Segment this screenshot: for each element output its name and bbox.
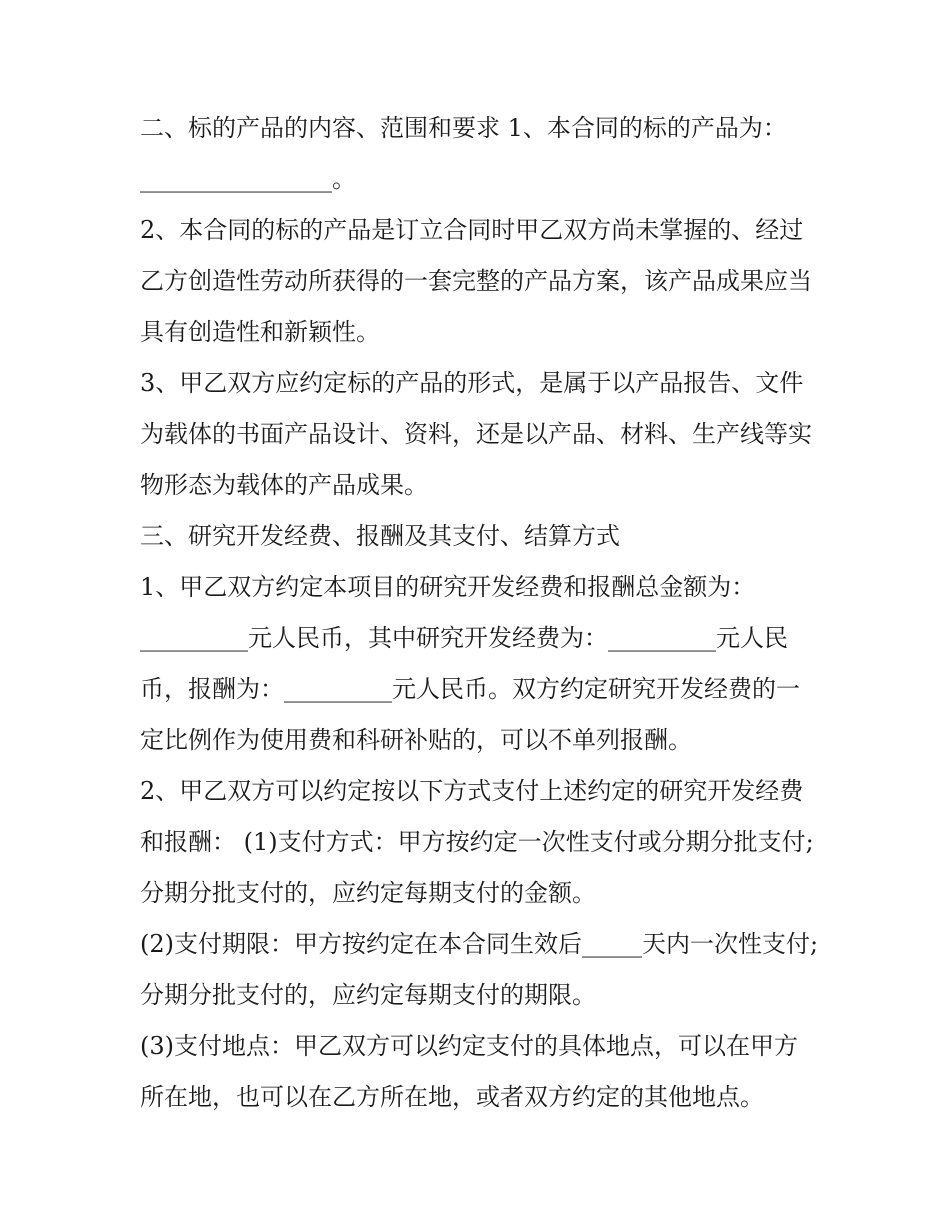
paragraph-payment-location: (3)支付地点：甲乙双方可以约定支付的具体地点，可以在甲方所在地，也可以在乙方所在地，或者双方约定的其他地点。 xyxy=(140,1032,798,1111)
paragraph-section-2-heading: 二、标的产品的内容、范围和要求 1、本合同的标的产品为： xyxy=(140,114,787,142)
paragraph-section-3-heading: 三、研究开发经费、报酬及其支付、结算方式 xyxy=(140,522,620,550)
paragraph-product-blank: ________________。 xyxy=(140,165,356,193)
document-body xyxy=(140,103,820,1123)
paragraph-amount-blanks: _________元人民币，其中研究开发经费为：_________元人民币，报酬为：_________元人民币。双方约定研究开发经费的一定比例作为使用费和科研补贴的，可以不单列报酬。 xyxy=(140,624,800,754)
paragraph-clause-3-2: 2、甲乙双方可以约定按以下方式支付上述约定的研究开发经费和报酬： (1)支付方式：甲方按约定一次性支付或分期分批支付;分期分批支付的，应约定每期支付的金额。 xyxy=(140,777,814,907)
paragraph-clause-2-3: 3、甲乙双方应约定标的产品的形式，是属于以产品报告、文件为载体的书面产品设计、资料，还是以产品、材料、生产线等实物形态为载体的产品成果。 xyxy=(140,369,812,499)
paragraph-clause-3-1: 1、甲乙双方约定本项目的研究开发经费和报酬总金额为： xyxy=(140,573,756,601)
paragraph-payment-term: (2)支付期限：甲方按约定在本合同生效后_____天内一次性支付;分期分批支付的，应约定每期支付的期限。 xyxy=(140,930,819,1009)
paragraph-clause-2-2: 2、本合同的标的产品是订立合同时甲乙双方尚未掌握的、经过乙方创造性劳动所获得的一套完整的产品方案，该产品成果应当具有创造性和新颖性。 xyxy=(140,216,812,346)
